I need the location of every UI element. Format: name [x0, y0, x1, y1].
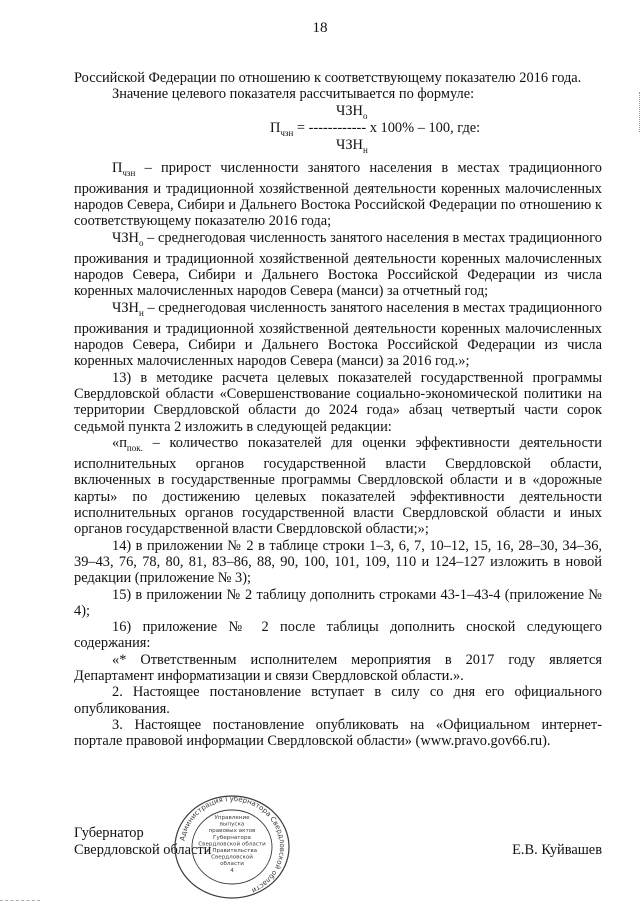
item-13: 13) в методике расчета целевых показателей государственной программы Свердловской области «Совершенствование социально-экономической политики на территории Свердловской области до 2024 года» абзац четвертый части сорок седьмой пункта 2 изложить в следующей редакции: [74, 369, 602, 435]
formula-denominator: $ЧЗН_н$ [336, 136, 368, 155]
stamp-inner-line: 4 [230, 867, 234, 874]
stamp-ring-text: Администрация Губернатора Свердловской области [178, 795, 287, 895]
stamp-inner-line: Свердловской [211, 854, 253, 861]
stamp-inner-line: выпуска [219, 821, 245, 828]
signatory-name: Е.В. Куйвашев [512, 842, 602, 858]
signature-block [74, 825, 602, 859]
official-stamp [172, 795, 292, 900]
footer-scan-mark [0, 898, 40, 901]
definition-chzn-n: $ЧЗН_н$ – среднегодовая численность занятого населения в местах традиционного проживания и традиционной хозяйственной деятельности коренных малочисленных народов Севера, Сибири и Дальнего Востока Российской Федерации из числа коренных малочисленных народов Севера (манси) за 2016 год.»; [74, 299, 602, 370]
definition-chzn-o: $ЧЗН_о$ – среднегодовая численность занятого населения в местах традиционного проживания и традиционной хозяйственной деятельности коренных малочисленных народов Севера, Сибири и Дальнего Востока Российской Федерации из числа коренных малочисленных народов Севера (манси) за отчетный год; [74, 229, 602, 300]
stamp-inner-line: Свердловской области [198, 841, 266, 848]
edge-scan-mark [636, 92, 640, 132]
document-body [74, 70, 602, 749]
footnote-quote: «* Ответственным исполнителем мероприятия в 2017 году является Департамент информатизации и связи Свердловской области.». [74, 651, 602, 684]
paragraph-continuation: Российской Федерации по отношению к соответствующему показателю 2016 года. [74, 70, 582, 86]
item-15: 15) в приложении № 2 таблицу дополнить строками 43-1–43-4 (приложение № 4); [74, 586, 602, 619]
stamp-inner-line: Губернатора [213, 834, 251, 841]
signature-title-line1: Губернатор [74, 825, 144, 841]
definition-pchzn: $П_{чзн}$ – прирост численности занятого населения в местах традиционного проживания и традиционной хозяйственной деятельности коренных малочисленных народов Севера, Сибири и Дальнего Востока Российской Федерации по отношению к соответствующему показателю 2016 года; [74, 159, 602, 230]
stamp-inner-line: правовых актов [208, 828, 256, 835]
quote-npok: «$п_{пок.}$ – количество показателей для оценки эффективности деятельности исполнительных органов государственной власти Свердловской области, включенных в государственные программы Свердловской области и в «дорожные карты» по достижению целевых показателей эффективности деятельности исполнительных органов государственной власти Свердловской области и иных органов государственной власти Свердловской области;»; [74, 434, 602, 538]
item-16: 16) приложение № 2 после таблицы дополнить сноской следующего содержания: [74, 619, 602, 652]
clause-2: 2. Настоящее постановление вступает в силу со дня его официального опубликования. [74, 684, 602, 717]
signature-title-line2: Свердловской области [74, 842, 212, 858]
paragraph-formula-intro: Значение целевого показателя рассчитывается по формуле: [112, 86, 475, 103]
stamp-inner-line: Управление [214, 815, 250, 821]
stamp-inner-line: и Правительства [206, 848, 258, 854]
page-number: 18 [312, 20, 328, 36]
clause-3: 3. Настоящее постановление опубликовать на «Официальном интернет-портале правовой информации Свердловской области» (www.pravo.gov66.ru). [74, 716, 602, 750]
stamp-inner-line: области [220, 861, 244, 868]
formula [74, 103, 602, 160]
item-14: 14) в приложении № 2 в таблице строки 1–3, 6, 7, 10–12, 15, 16, 28–30, 34–36, 39–43, 76, 78, 80, 81, 83–86, 88, 90, 100, 101, 109, 110 и 124–127 изложить в новой редакции (приложение № 3); [74, 537, 602, 587]
formula-line: $П_{чзн}$ = ------------ х 100% – 100, где: [270, 119, 481, 138]
formula-numerator: $ЧЗН_о$ [336, 102, 368, 121]
